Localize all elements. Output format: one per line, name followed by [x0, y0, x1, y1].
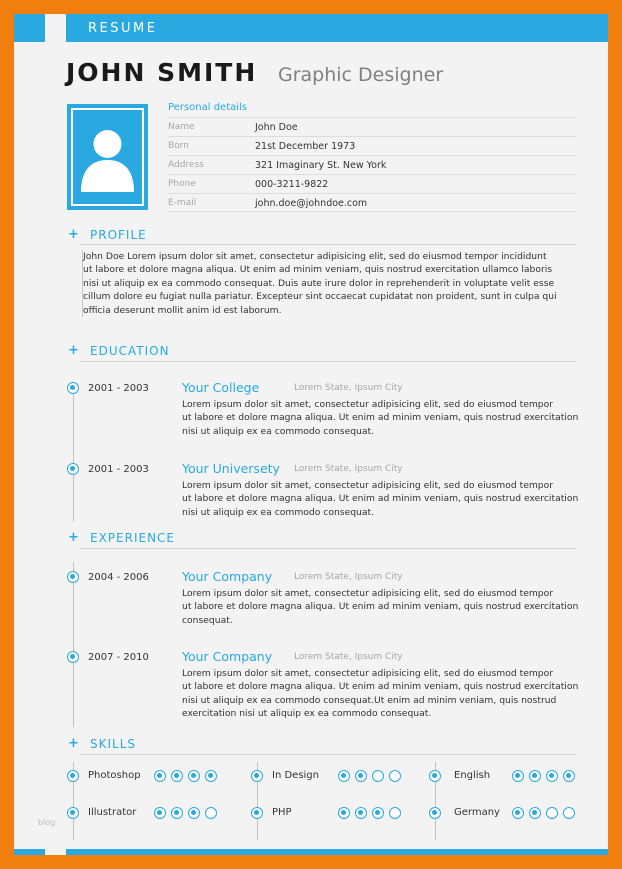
- personal-key: Phone: [168, 179, 196, 189]
- desc-line: ut labore et dolore magna aliqua. Ut enim ad minim veniam, quis nostrud exercitation: [182, 412, 579, 424]
- rating-empty-icon: [205, 807, 217, 819]
- entry-years: 2007 - 2010: [88, 652, 149, 663]
- rating-filled-icon: [512, 807, 524, 819]
- rating-filled-icon: [338, 807, 350, 819]
- desc-line: nisi ut aliquip ex ea commodo consequat.: [182, 425, 375, 437]
- rating-filled-icon: [512, 770, 524, 782]
- section-title: EXPERIENCE: [90, 531, 176, 545]
- rating-empty-icon: [389, 770, 401, 782]
- timeline-dot-icon: [429, 770, 441, 782]
- rating-filled-icon: [546, 770, 558, 782]
- resume-header-bar: [14, 14, 608, 42]
- entry-location: Lorem State, Ipsum City: [294, 464, 403, 474]
- timeline-dot-icon: [67, 463, 79, 475]
- timeline-dot-icon: [251, 770, 263, 782]
- entry-description: [182, 667, 602, 720]
- experience-timeline: [73, 562, 74, 727]
- timeline-dot-icon: [67, 651, 79, 663]
- personal-row-email: [168, 193, 576, 212]
- plus-icon: +: [68, 227, 79, 242]
- desc-line: ut labore et dolore magna aliqua. Ut enim ad minim veniam, quis nostrud exercitation: [182, 601, 579, 613]
- rating-filled-icon: [171, 807, 183, 819]
- entry-location: Lorem State, Ipsum City: [294, 652, 403, 662]
- job-title: Graphic Designer: [278, 64, 444, 86]
- profile-line: John Doe Lorem ipsum dolor sit amet, consectetur adipisicing elit, sed do eiusmod tempor incididunt: [83, 251, 547, 262]
- rating-filled-icon: [188, 807, 200, 819]
- rating-filled-icon: [355, 807, 367, 819]
- rating-empty-icon: [389, 807, 401, 819]
- entry-description: [182, 479, 602, 519]
- entry-years: 2001 - 2003: [88, 383, 149, 394]
- entry-description: [182, 587, 602, 627]
- entry-years: 2004 - 2006: [88, 572, 149, 583]
- timeline-dot-icon: [67, 571, 79, 583]
- profile-line: officia deserunt mollit anim id est laborum.: [83, 304, 282, 316]
- rating-empty-icon: [546, 807, 558, 819]
- personal-value: 321 Imaginary St. New York: [255, 160, 387, 171]
- skill-name: In Design: [272, 770, 319, 781]
- personal-value: John Doe: [255, 122, 298, 133]
- desc-line: ut labore et dolore magna aliqua. Ut enim ad minim veniam, quis nostrud exercitation: [182, 493, 579, 505]
- profile-text: [82, 250, 578, 317]
- rating-filled-icon: [205, 770, 217, 782]
- rating-empty-icon: [563, 807, 575, 819]
- candidate-name: JOHN SMITH: [66, 58, 258, 87]
- education-timeline: [73, 382, 74, 522]
- entry-location: Lorem State, Ipsum City: [294, 383, 403, 393]
- entry-place: Your Company: [182, 649, 273, 664]
- section-title: EDUCATION: [90, 344, 170, 358]
- profile-line: cillum dolore eu fugiat nulla pariatur. Excepteur sint occaecat cupidatat non proident, sunt in culpa qui: [83, 291, 557, 303]
- profile-line: nisi ut aliquip ex ea commodo consequat. Duis aute irure dolor in reprehenderit in voluptate velit esse: [83, 277, 555, 289]
- watermark: blog: [38, 818, 56, 827]
- resume-label: RESUME: [88, 21, 158, 36]
- skill-name: Illustrator: [88, 807, 137, 818]
- desc-line: exercitation nisi ut aliquip ex ea commodo consequat.: [182, 707, 432, 719]
- personal-row-address: [168, 155, 576, 174]
- profile-line: ut labore et dolore magna aliqua. Ut enim ad minim veniam, quis nostrud exercitation ullamco laboris: [83, 264, 553, 276]
- desc-line: consequat.: [182, 614, 233, 626]
- personal-row-name: [168, 117, 576, 136]
- timeline-dot-icon: [429, 807, 441, 819]
- personal-key: Address: [168, 160, 204, 170]
- skill-name: Germany: [454, 807, 500, 818]
- entry-years: 2001 - 2003: [88, 464, 149, 475]
- section-title: SKILLS: [90, 737, 137, 751]
- entry-location: Lorem State, Ipsum City: [294, 572, 403, 582]
- desc-line: Lorem ipsum dolor sit amet, consectetur adipisicing elit, sed do eiusmod tempor: [182, 399, 554, 410]
- personal-value: 000-3211-9822: [255, 179, 329, 190]
- timeline-dot-icon: [67, 807, 79, 819]
- desc-line: nisi ut aliquip ex ea commodo consequat.Ut enim ad minim veniam, quis nostrud: [182, 694, 557, 706]
- personal-details-title: Personal details: [168, 102, 248, 113]
- person-silhouette-icon: [75, 122, 140, 194]
- rating-filled-icon: [338, 770, 350, 782]
- personal-key: Born: [168, 141, 189, 151]
- personal-value: john.doe@johndoe.com: [255, 198, 368, 209]
- rating-filled-icon: [355, 770, 367, 782]
- entry-place: Your Company: [182, 569, 273, 584]
- skill-name: English: [454, 770, 491, 781]
- entry-place: Your Universety: [182, 461, 280, 476]
- entry-place: Your College: [182, 380, 260, 395]
- rating-filled-icon: [188, 770, 200, 782]
- plus-icon: +: [68, 343, 79, 358]
- timeline-dot-icon: [67, 770, 79, 782]
- divider: [80, 361, 576, 362]
- profile-photo: [67, 104, 148, 210]
- rating-filled-icon: [372, 807, 384, 819]
- personal-key: E-mail: [168, 198, 197, 208]
- personal-row-born: [168, 136, 576, 155]
- personal-value: 21st December 1973: [255, 141, 356, 152]
- section-title: PROFILE: [90, 228, 147, 242]
- personal-key: Name: [168, 122, 195, 132]
- plus-icon: +: [68, 736, 79, 751]
- rating-filled-icon: [171, 770, 183, 782]
- divider: [80, 244, 576, 245]
- timeline-dot-icon: [67, 382, 79, 394]
- desc-line: ut labore et dolore magna aliqua. Ut enim ad minim veniam, quis nostrud exercitation: [182, 681, 579, 693]
- resume-page: [14, 14, 608, 855]
- divider: [80, 754, 576, 755]
- resume-footer-bar: [14, 849, 608, 855]
- skill-name: PHP: [272, 807, 292, 818]
- rating-filled-icon: [154, 807, 166, 819]
- plus-icon: +: [68, 530, 79, 545]
- rating-filled-icon: [563, 770, 575, 782]
- rating-filled-icon: [529, 807, 541, 819]
- desc-line: nisi ut aliquip ex ea commodo consequat.: [182, 506, 375, 518]
- skill-name: Photoshop: [88, 770, 141, 781]
- desc-line: Lorem ipsum dolor sit amet, consectetur adipisicing elit, sed do eiusmod tempor: [182, 588, 554, 599]
- rating-filled-icon: [154, 770, 166, 782]
- rating-empty-icon: [372, 770, 384, 782]
- entry-description: [182, 398, 602, 438]
- timeline-dot-icon: [251, 807, 263, 819]
- rating-filled-icon: [529, 770, 541, 782]
- desc-line: Lorem ipsum dolor sit amet, consectetur adipisicing elit, sed do eiusmod tempor: [182, 480, 554, 491]
- personal-row-phone: [168, 174, 576, 193]
- divider: [80, 548, 576, 549]
- desc-line: Lorem ipsum dolor sit amet, consectetur adipisicing elit, sed do eiusmod tempor: [182, 668, 554, 679]
